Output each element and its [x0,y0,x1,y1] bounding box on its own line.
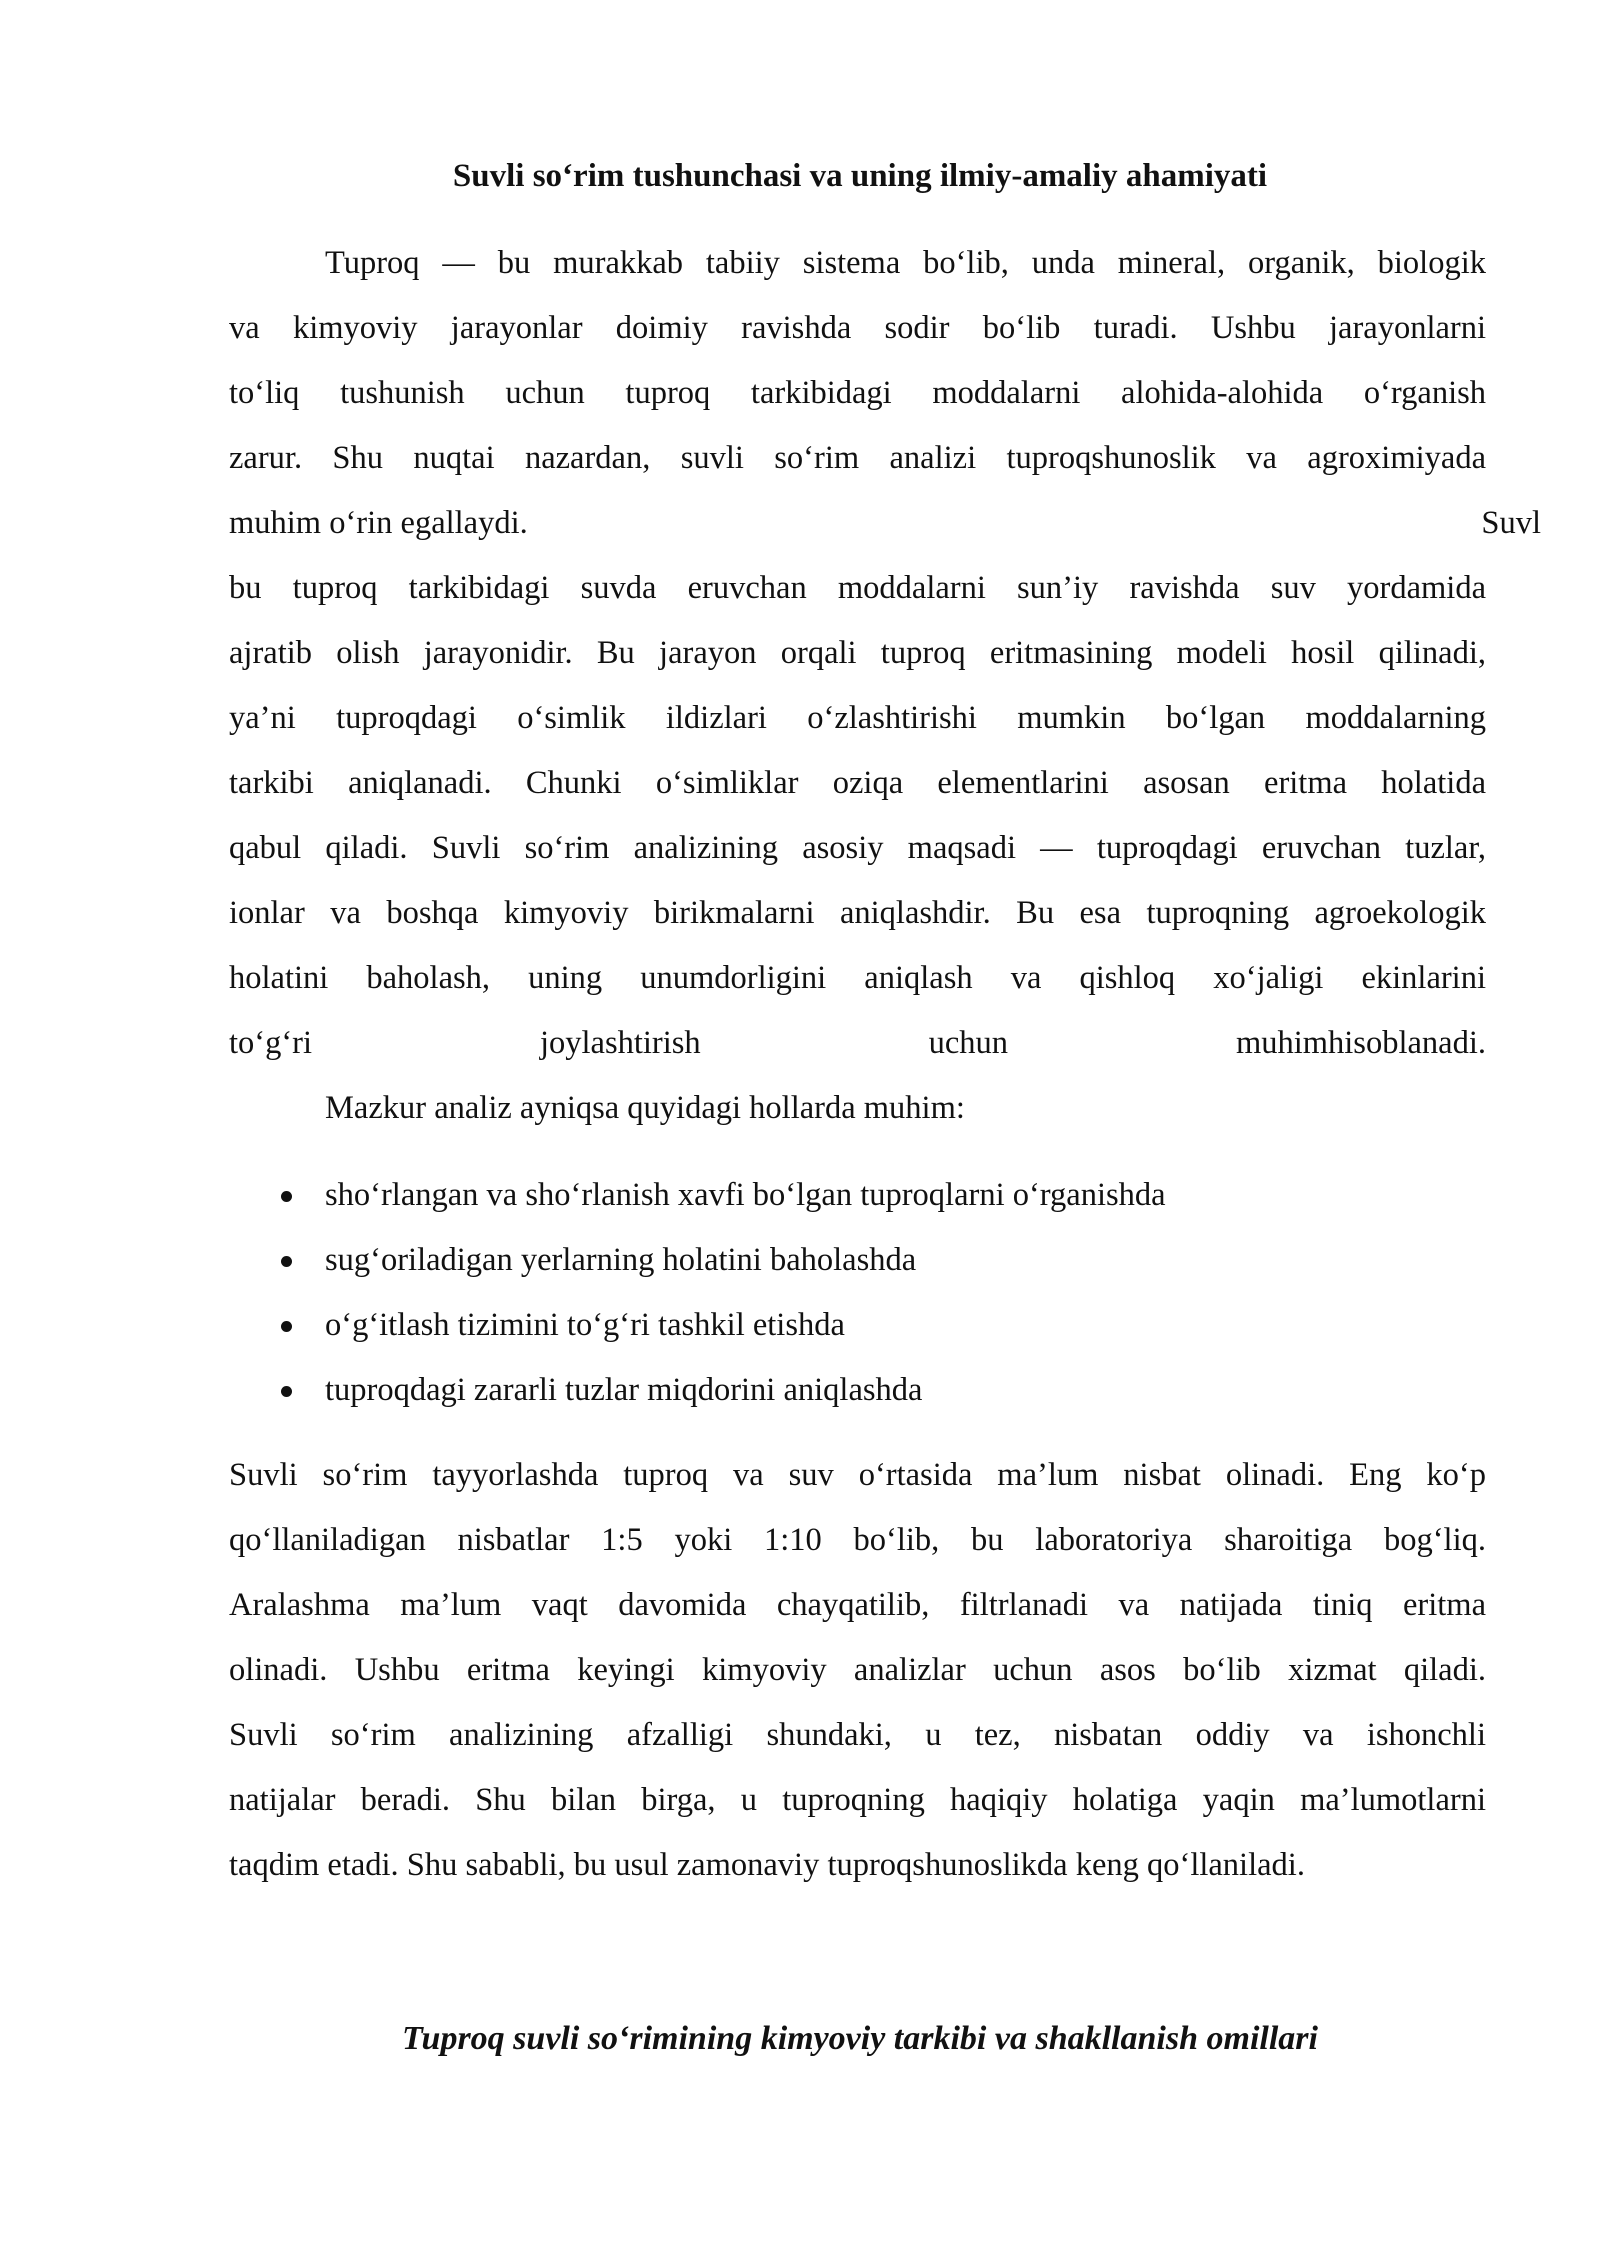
text-line: ya’ni tuproqdagi o‘simlik ildizlari o‘zlashtirishi mumkin bo‘lgan moddalarning [229,700,1486,736]
section-title: Suvli so‘rim tushunchasi va uning ilmiy-amaliy ahamiyati [452,158,1268,194]
text-line: taqdim etadi. Shu sababli, bu usul zamonaviy tuproqshunoslikda keng qo‘llaniladi. [229,1847,1305,1883]
text-line: muhim o‘rin egallaydi. [229,505,528,541]
text-line: to‘g‘ri joylashtirish uchun muhimhisoblanadi. [229,1025,1486,1061]
bullet-icon [281,1386,292,1397]
list-item-text: tuproqdagi zararli tuzlar miqdorini aniqlashda [325,1372,923,1408]
text-line: holatini baholash, uning unumdorligini aniqlash va qishloq xo‘jaligi ekinlarini [229,960,1486,996]
text-line: bu tuproq tarkibidagi suvda eruvchan moddalarni sun’iy ravishda suv yordamida [229,570,1486,606]
text-line: olinadi. Ushbu eritma keyingi kimyoviy analizlar uchun asos bo‘lib xizmat qiladi. [229,1652,1486,1688]
text-line: ionlar va boshqa kimyoviy birikmalarni aniqlashdir. Bu esa tuproqning agroekologik [229,895,1486,931]
text-line: Suvli so‘rim analizining afzalligi shundaki, u tez, nisbatan oddiy va ishonchli [229,1717,1486,1753]
text-line: Tuproq — bu murakkab tabiiy sistema bo‘lib, unda mineral, organik, biologik [325,245,1486,281]
bullet-icon [281,1256,292,1267]
list-item-text: o‘g‘itlash tizimini to‘g‘ri tashkil etishda [325,1307,845,1343]
list-item-text: sug‘oriladigan yerlarning holatini baholashda [325,1242,917,1278]
text-line: zarur. Shu nuqtai nazardan, suvli so‘rim analizi tuproqshunoslik va agroximiyada [229,440,1486,476]
text-line: tarkibi aniqlanadi. Chunki o‘simliklar oziqa elementlarini asosan eritma holatida [229,765,1486,801]
list-item-text: sho‘rlangan va sho‘rlanish xavfi bo‘lgan tuproqlarni o‘rganishda [325,1177,1166,1213]
text-line: qabul qiladi. Suvli so‘rim analizining asosiy maqsadi — tuproqdagi eruvchan tuzlar, [229,830,1486,866]
text-line-with-tail [229,491,1541,556]
text-line: ajratib olish jarayonidir. Bu jarayon orqali tuproq eritmasining modeli hosil qilinadi, [229,635,1486,671]
text-line: Aralashma ma’lum vaqt davomida chayqatilib, filtrlanadi va natijada tiniq eritma [229,1587,1486,1623]
list-item [229,1163,1486,1228]
text-line: natijalar beradi. Shu bilan birga, u tuproqning haqiqiy holatiga yaqin ma’lumotlarni [229,1782,1486,1818]
bullet-list [229,1163,1486,1423]
text-line: Suvli so‘rim tayyorlashda tuproq va suv o‘rtasida ma’lum nisbat olinadi. Eng ko‘p [229,1457,1486,1493]
overflow-word: Suvl [1481,505,1541,541]
list-item [229,1228,1486,1293]
list-item [229,1358,1486,1423]
paragraph-definition [229,231,1541,1141]
list-item [229,1293,1486,1358]
text-line: qo‘llaniladigan nisbatlar 1:5 yoki 1:10 bo‘lib, bu laboratoriya sharoitiga bog‘liq. [229,1522,1486,1558]
bullet-icon [281,1321,292,1332]
paragraph-preparation [229,1443,1486,1898]
text-line: to‘liq tushunish uchun tuproq tarkibidagi moddalarni alohida-alohida o‘rganish [229,375,1486,411]
bullet-icon [281,1191,292,1202]
section-subtitle: Tuproq suvli so‘rimining kimyoviy tarkibi va shakllanish omillari [402,2020,1318,2057]
text-line: va kimyoviy jarayonlar doimiy ravishda sodir bo‘lib turadi. Ushbu jarayonlarni [229,310,1486,346]
intro-line: Mazkur analiz ayniqsa quyidagi hollarda muhim: [325,1090,965,1126]
